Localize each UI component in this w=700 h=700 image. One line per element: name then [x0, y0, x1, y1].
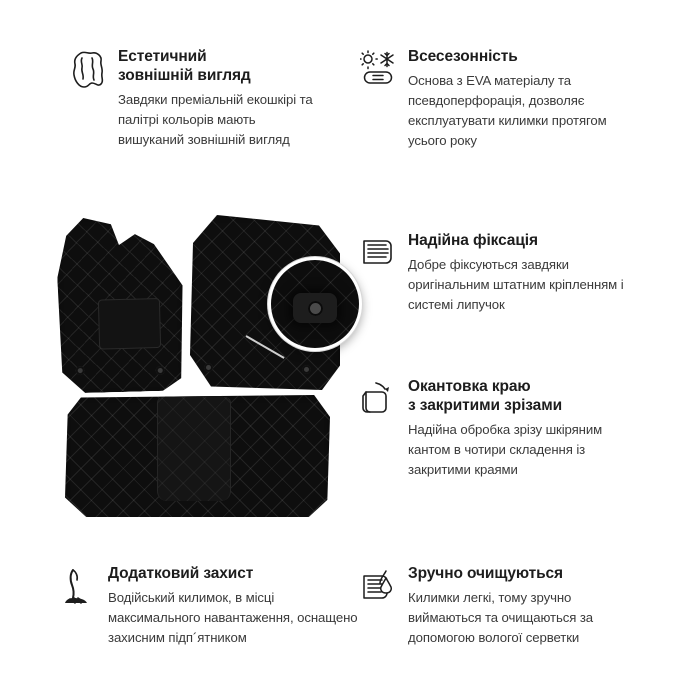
feature-fixation: [358, 232, 638, 315]
feature-text: Добре фіксуються завдяки оригінальним штатним кріпленням і системі липучок: [408, 256, 624, 313]
feature-title: Всесезонність: [408, 48, 518, 65]
feature-title: Естетичний зовнішній вигляд: [118, 48, 251, 84]
feature-text: Водійський килимок, в місці максимального навантаження, оснащено захисним підп´ятником: [108, 589, 358, 646]
fastener-dot: [156, 366, 165, 375]
feature-easy-cleaning: [358, 565, 648, 648]
fastener-zoom-bubble: [268, 257, 362, 351]
car-floor-mats-photo: [40, 195, 360, 535]
feature-title: Окантовка краю з закритими зрізами: [408, 378, 563, 414]
feature-title: Зручно очищуються: [408, 565, 563, 582]
fastener-clip: [293, 293, 337, 323]
feature-extra-protection: [58, 565, 358, 648]
fastener-dot: [204, 363, 213, 372]
feature-title: Додатковий захист: [108, 565, 254, 582]
feature-text: Основа з EVA матеріалу та псевдоперфорація, дозволяє експлуатувати килимки протягом усього року: [408, 72, 607, 149]
feature-edge-binding: [358, 378, 648, 480]
feature-all-season: [358, 48, 638, 151]
feature-text: Надійна обробка зрізу шкіряним кантом в чотири складення із закритими краями: [408, 421, 603, 477]
feature-text: Килимки легкі, тому зручно виймаються та очищаються за допомогою вологої серветки: [408, 589, 593, 646]
mat-fixation-icon: [358, 232, 398, 274]
rear-mat: [65, 395, 330, 517]
feature-aesthetic: [68, 48, 318, 150]
heel-pad: [98, 298, 161, 350]
tunnel-cover: [157, 397, 231, 501]
all-season-snowflake-sun-icon: [358, 48, 398, 90]
driver-mat: [56, 215, 186, 393]
feature-text: Завдяки преміальній екошкірі та палітрі кольорів мають вишуканий зовнішній вигляд: [118, 91, 313, 147]
washing-hand-mat-icon: [358, 565, 398, 607]
fastener-dot: [302, 365, 311, 374]
edge-binding-icon: [358, 378, 398, 420]
fastener-dot: [76, 366, 85, 375]
feature-title: Надійна фіксація: [408, 232, 538, 249]
leather-hide-icon: [68, 48, 108, 90]
foot-heel-pad-icon: [58, 565, 98, 607]
